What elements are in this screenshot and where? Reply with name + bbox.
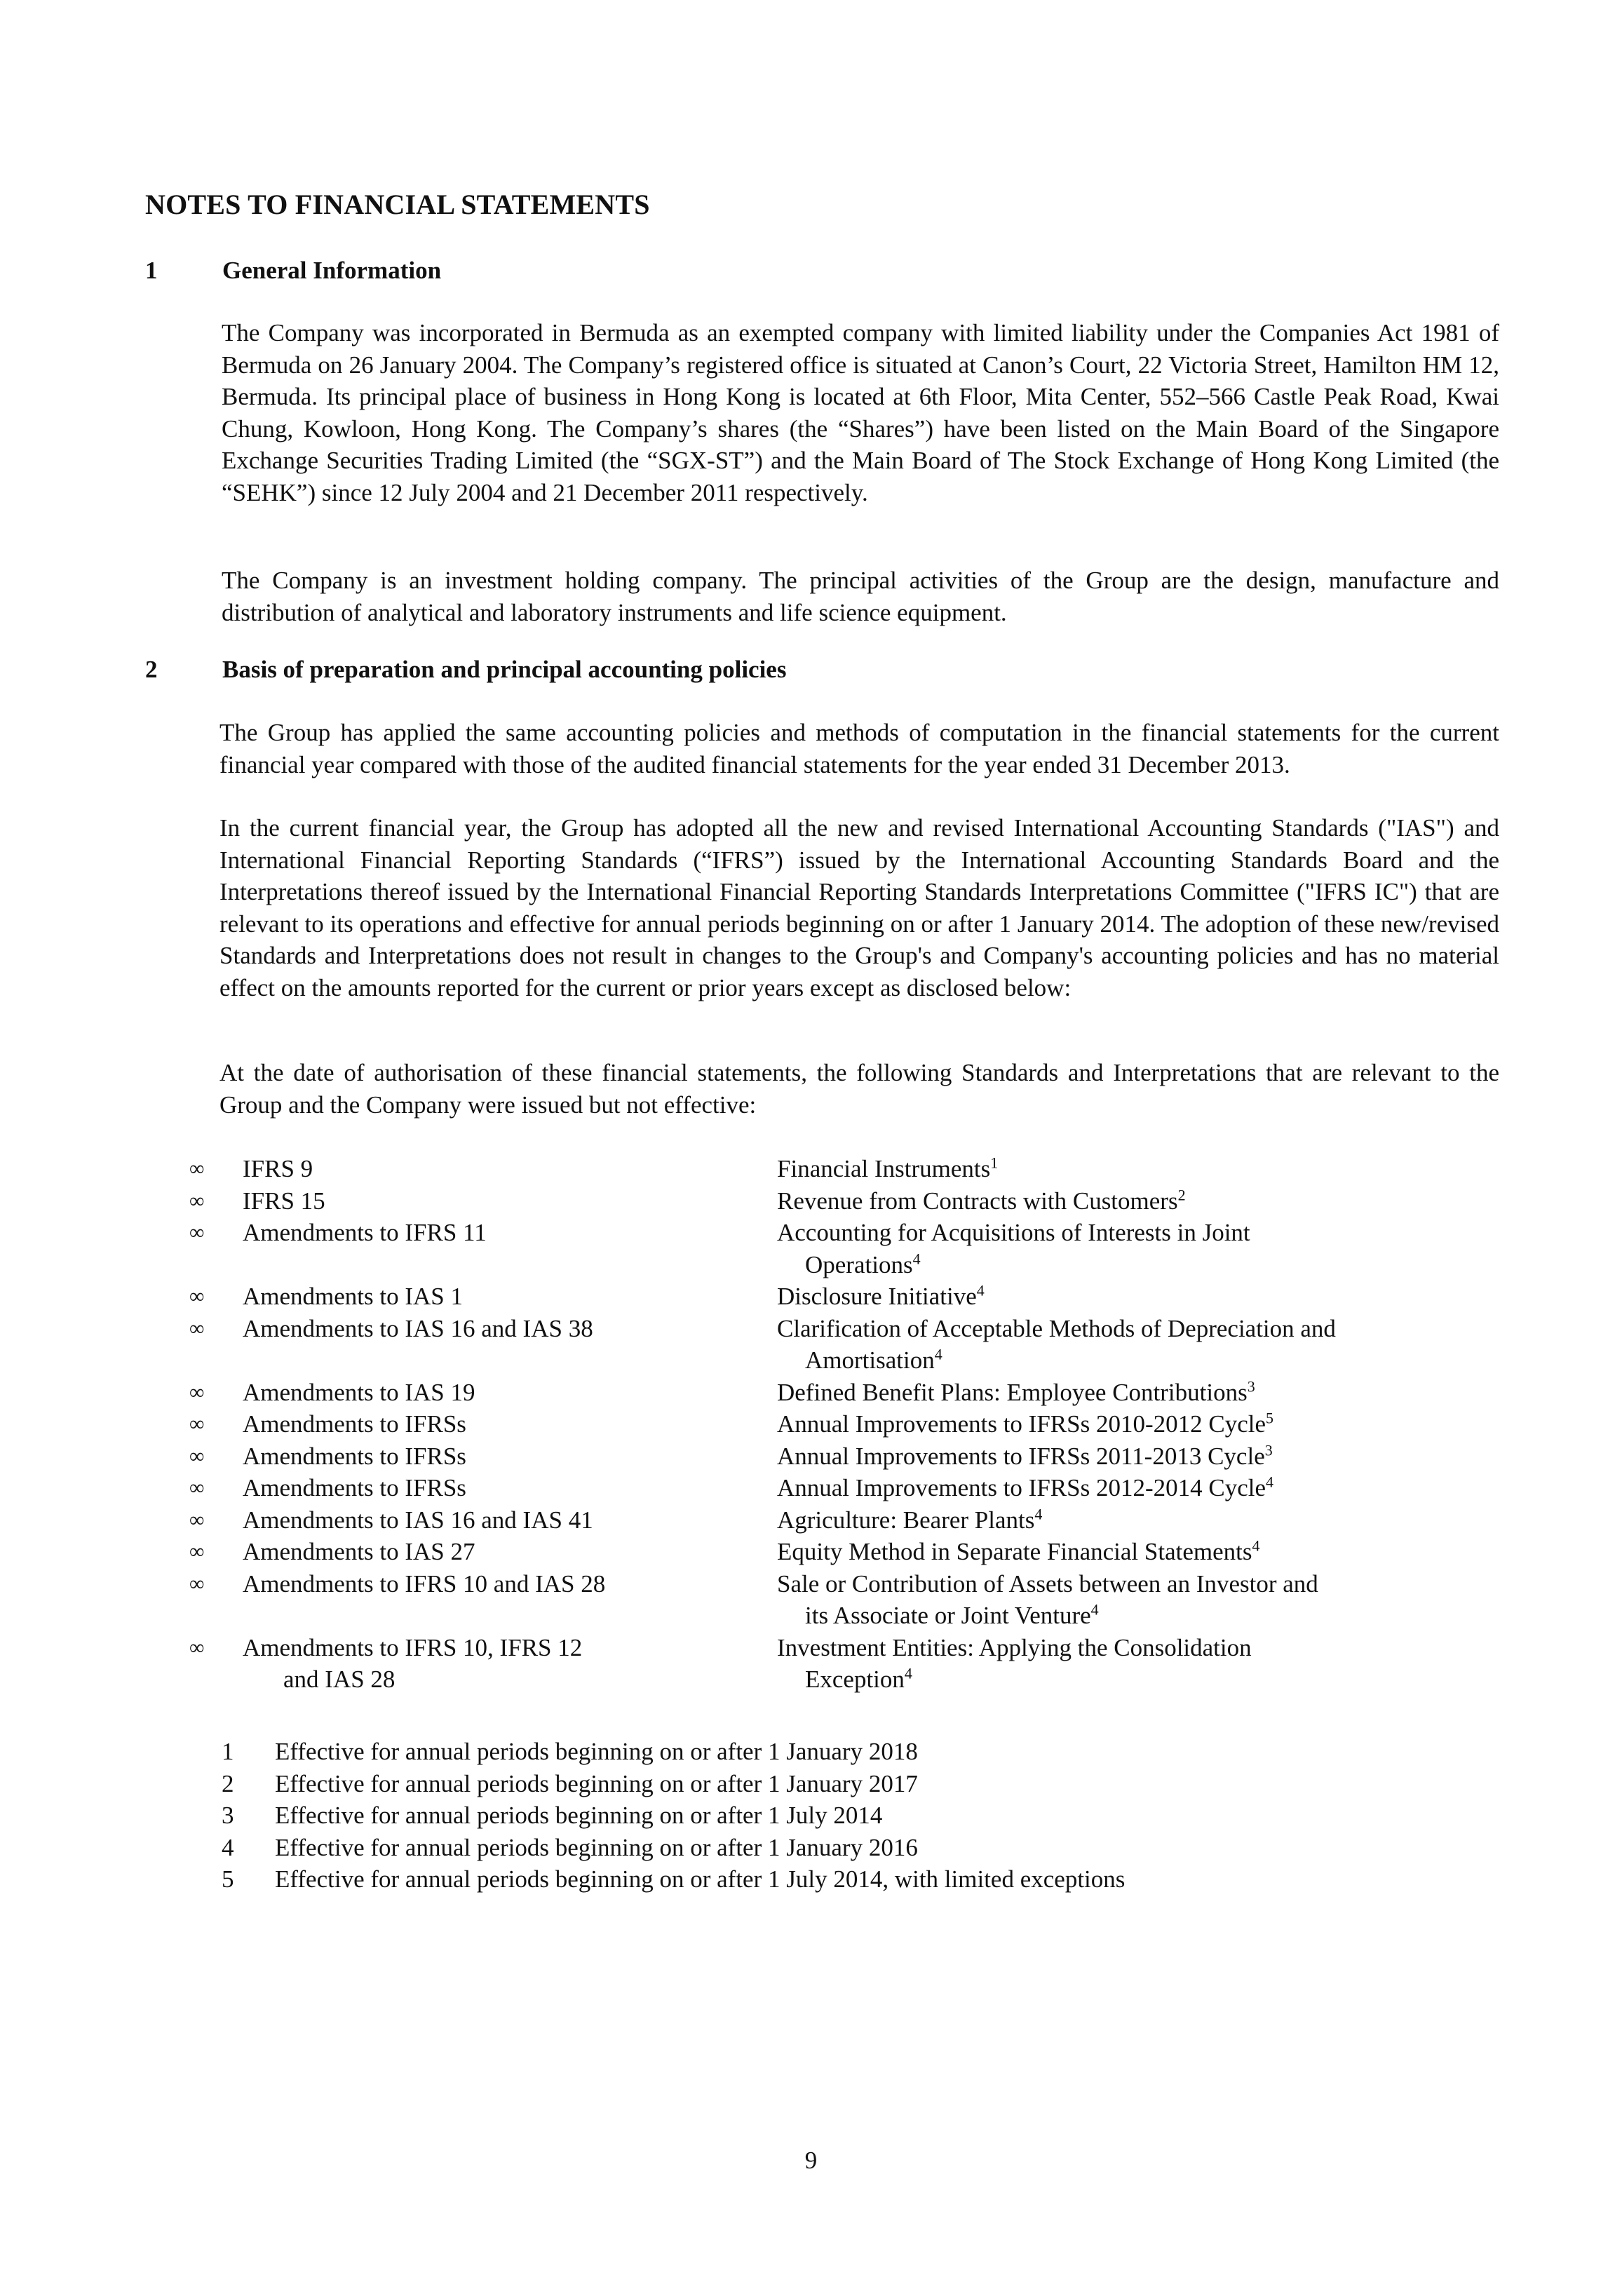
standard-name-line: Amendments to IFRSs — [243, 1442, 466, 1470]
standard-name — [243, 1408, 777, 1440]
standard-description — [777, 1440, 1494, 1473]
standard-name — [243, 1632, 777, 1696]
standard-row — [189, 1504, 1494, 1537]
standard-description-line: Disclosure Initiative — [777, 1283, 977, 1310]
standard-row — [189, 1313, 1494, 1377]
bullet-symbol: ∞ — [189, 1285, 205, 1308]
standard-row — [189, 1440, 1494, 1473]
standard-row — [189, 1536, 1494, 1568]
footnote-reference: 4 — [1252, 1537, 1260, 1555]
footnote-reference: 4 — [934, 1345, 942, 1363]
bullet-symbol: ∞ — [189, 1412, 205, 1436]
standard-row — [189, 1153, 1494, 1185]
footnote-reference: 4 — [904, 1664, 912, 1682]
standard-description — [777, 1313, 1494, 1377]
standard-name — [243, 1440, 777, 1473]
bullet-symbol: ∞ — [189, 1316, 205, 1340]
standard-row — [189, 1281, 1494, 1313]
standard-name-line: Amendments to IFRS 10, IFRS 12 — [243, 1633, 583, 1661]
standard-name — [243, 1281, 777, 1313]
section-heading-basis-of-preparation — [145, 656, 786, 684]
section-title: General Information — [222, 257, 442, 284]
standard-name-line: Amendments to IFRS 11 — [243, 1219, 487, 1246]
footnote-text: Effective for annual periods beginning on or after 1 January 2017 — [275, 1769, 918, 1797]
standard-description — [777, 1281, 1494, 1313]
footnotes-list — [222, 1736, 1125, 1896]
footnote-row — [222, 1736, 1125, 1768]
standard-name-line: IFRS 9 — [243, 1155, 313, 1182]
standard-description-line: Annual Improvements to IFRSs 2010-2012 Cycle — [777, 1410, 1266, 1438]
footnote-text: Effective for annual periods beginning on or after 1 July 2014 — [275, 1802, 883, 1829]
footnote-reference: 1 — [990, 1154, 999, 1172]
standard-name — [243, 1472, 777, 1504]
footnote-reference: 5 — [1266, 1409, 1274, 1427]
footnote-row — [222, 1799, 1125, 1832]
standard-description-line: Sale or Contribution of Assets between an Investor and — [777, 1569, 1318, 1598]
standard-name-line: Amendments to IFRSs — [243, 1410, 466, 1438]
bullet-symbol: ∞ — [189, 1572, 205, 1595]
standard-name-line: IFRS 15 — [243, 1187, 325, 1215]
standard-row — [189, 1185, 1494, 1217]
footnote-reference: 4 — [1090, 1600, 1099, 1619]
standard-description-line: Financial Instruments — [777, 1155, 991, 1182]
footnote-text: Effective for annual periods beginning on or after 1 January 2018 — [275, 1738, 918, 1765]
paragraph-adopted-standards: In the current financial year, the Group has adopted all the new and revised International Accounting Standards ("IAS") and International Financial Reporting Standards (“IFRS”) issued by the International Accounting Standards Board and the Interpretations thereof issued by the International Financial Reporting Standards Interpretations Committee ("IFRS IC") that are relevant to its operations and effective for annual periods beginning on or after 1 January 2014. The adoption of these new/revised Standards and Interpretations does not result in changes to the Group's and Company's accounting policies and has no material effect on the amounts reported for the current or prior years except as disclosed below: — [219, 814, 1499, 1001]
bullet-symbol: ∞ — [189, 1380, 205, 1404]
standard-description-line: Revenue from Contracts with Customers — [777, 1187, 1178, 1215]
footnote-number: 3 — [222, 1802, 234, 1829]
standard-description-line: Clarification of Acceptable Methods of Depreciation and — [777, 1314, 1336, 1342]
footnote-reference: 3 — [1264, 1440, 1273, 1459]
standard-description-line: Operations — [805, 1250, 913, 1278]
section-number: 1 — [145, 257, 158, 284]
bullet-symbol: ∞ — [189, 1221, 205, 1244]
standard-name — [243, 1377, 777, 1409]
standard-description — [777, 1377, 1494, 1409]
standard-name-line: Amendments to IAS 1 — [243, 1283, 464, 1310]
standard-name-line: Amendments to IAS 16 and IAS 41 — [243, 1506, 593, 1534]
standard-name — [243, 1536, 777, 1568]
standard-name-line: Amendments to IFRSs — [243, 1474, 466, 1501]
bullet-symbol: ∞ — [189, 1540, 205, 1563]
standard-name — [243, 1153, 777, 1185]
standard-description — [777, 1408, 1494, 1440]
standard-name — [243, 1568, 777, 1600]
section-title: Basis of preparation and principal accounting policies — [222, 656, 787, 683]
standard-description — [777, 1568, 1494, 1632]
footnote-text: Effective for annual periods beginning on or after 1 July 2014, with limited exceptions — [275, 1865, 1126, 1893]
footnote-reference: 4 — [1034, 1504, 1043, 1522]
footnote-reference: 4 — [976, 1281, 985, 1299]
standard-description-line: Exception — [805, 1666, 905, 1693]
page-title: NOTES TO FINANCIAL STATEMENTS — [145, 189, 650, 220]
footnote-row — [222, 1768, 1125, 1800]
standard-name — [243, 1185, 777, 1217]
standard-name-line: Amendments to IAS 27 — [243, 1538, 475, 1565]
standard-description-line: Agriculture: Bearer Plants — [777, 1506, 1035, 1534]
standard-row — [189, 1632, 1494, 1696]
standard-description-line: its Associate or Joint Venture — [805, 1602, 1091, 1629]
footnote-number: 5 — [222, 1865, 234, 1893]
standard-description-line: Accounting for Acquisitions of Interests in Joint — [777, 1219, 1250, 1246]
paragraph-incorporation: The Company was incorporated in Bermuda as an exempted company with limited liability under the Companies Act 1981 of Bermuda on 26 January 2004. The Company’s registered office is situated at Canon’s Court, 22 Victoria Street, Hamilton HM 12, Bermuda. Its principal place of business in Hong Kong is located at 6th Floor, Mita Center, 552–566 Castle Peak Road, Kwai Chung, Kowloon, Hong Kong. The Company’s shares (the “Shares”) have been listed on the Main Board of the Singapore Exchange Securities Trading Limited (the “SGX-ST”) and the Main Board of The Stock Exchange of Hong Kong Limited (the “SEHK”) since 12 July 2004 and 21 December 2011 respectively. — [222, 319, 1499, 506]
standard-description — [777, 1632, 1494, 1696]
standards-list — [189, 1153, 1494, 1696]
footnote-number: 1 — [222, 1738, 234, 1765]
standard-name-line: Amendments to IAS 19 — [243, 1378, 475, 1406]
footnote-reference: 4 — [912, 1249, 921, 1267]
standard-description-line: Annual Improvements to IFRSs 2011-2013 Cycle — [777, 1442, 1265, 1470]
section-heading-general-information — [145, 257, 441, 285]
paragraph-principal-activities: The Company is an investment holding company. The principal activities of the Group are the design, manufacture and distribution of analytical and laboratory instruments and life science equipment. — [222, 567, 1499, 626]
standard-description — [777, 1185, 1494, 1217]
bullet-symbol: ∞ — [189, 1635, 205, 1659]
paragraph-accounting-policies: The Group has applied the same accounting policies and methods of computation in the financial statements for the current financial year compared with those of the audited financial statements for the year ended 31 December 2013. — [219, 719, 1499, 778]
standard-description-line: Equity Method in Separate Financial Statements — [777, 1538, 1252, 1565]
standard-description — [777, 1536, 1494, 1568]
standard-name-line: Amendments to IFRS 10 and IAS 28 — [243, 1569, 606, 1598]
footnote-number: 4 — [222, 1833, 234, 1861]
standard-row — [189, 1217, 1494, 1281]
standard-name — [243, 1504, 777, 1537]
standard-description-line: Investment Entities: Applying the Consolidation — [777, 1633, 1252, 1661]
bullet-symbol: ∞ — [189, 1508, 205, 1532]
standard-row — [189, 1377, 1494, 1409]
standard-description-line: Annual Improvements to IFRSs 2012-2014 Cycle — [777, 1474, 1266, 1501]
standard-description-line: Defined Benefit Plans: Employee Contributions — [777, 1378, 1248, 1406]
bullet-symbol: ∞ — [189, 1476, 205, 1499]
standard-name-line: Amendments to IAS 16 and IAS 38 — [243, 1314, 593, 1342]
bullet-symbol: ∞ — [189, 1444, 205, 1468]
standard-row — [189, 1472, 1494, 1504]
standard-row — [189, 1408, 1494, 1440]
standard-row — [189, 1568, 1494, 1632]
standard-description — [777, 1217, 1494, 1281]
standard-name — [243, 1313, 777, 1345]
footnote-row — [222, 1863, 1125, 1896]
standard-name-line: and IAS 28 — [283, 1666, 396, 1693]
page-number: 9 — [804, 2147, 818, 2174]
footnote-reference: 2 — [1177, 1185, 1186, 1203]
standard-description — [777, 1153, 1494, 1185]
footnote-text: Effective for annual periods beginning on or after 1 January 2016 — [275, 1833, 918, 1861]
paragraph-issued-not-effective: At the date of authorisation of these financial statements, the following Standards and Interpretations that are relevant to the Group and the Company were issued but not effective: — [219, 1059, 1499, 1119]
bullet-symbol: ∞ — [189, 1189, 205, 1213]
standard-description — [777, 1472, 1494, 1504]
section-number: 2 — [145, 656, 158, 683]
standard-name — [243, 1217, 777, 1249]
standard-description-line: Amortisation — [805, 1346, 935, 1374]
bullet-symbol: ∞ — [189, 1157, 205, 1180]
footnote-reference: 4 — [1266, 1473, 1274, 1491]
footnote-row — [222, 1832, 1125, 1864]
footnote-number: 2 — [222, 1769, 234, 1797]
standard-description — [777, 1504, 1494, 1537]
footnote-reference: 3 — [1247, 1377, 1255, 1395]
